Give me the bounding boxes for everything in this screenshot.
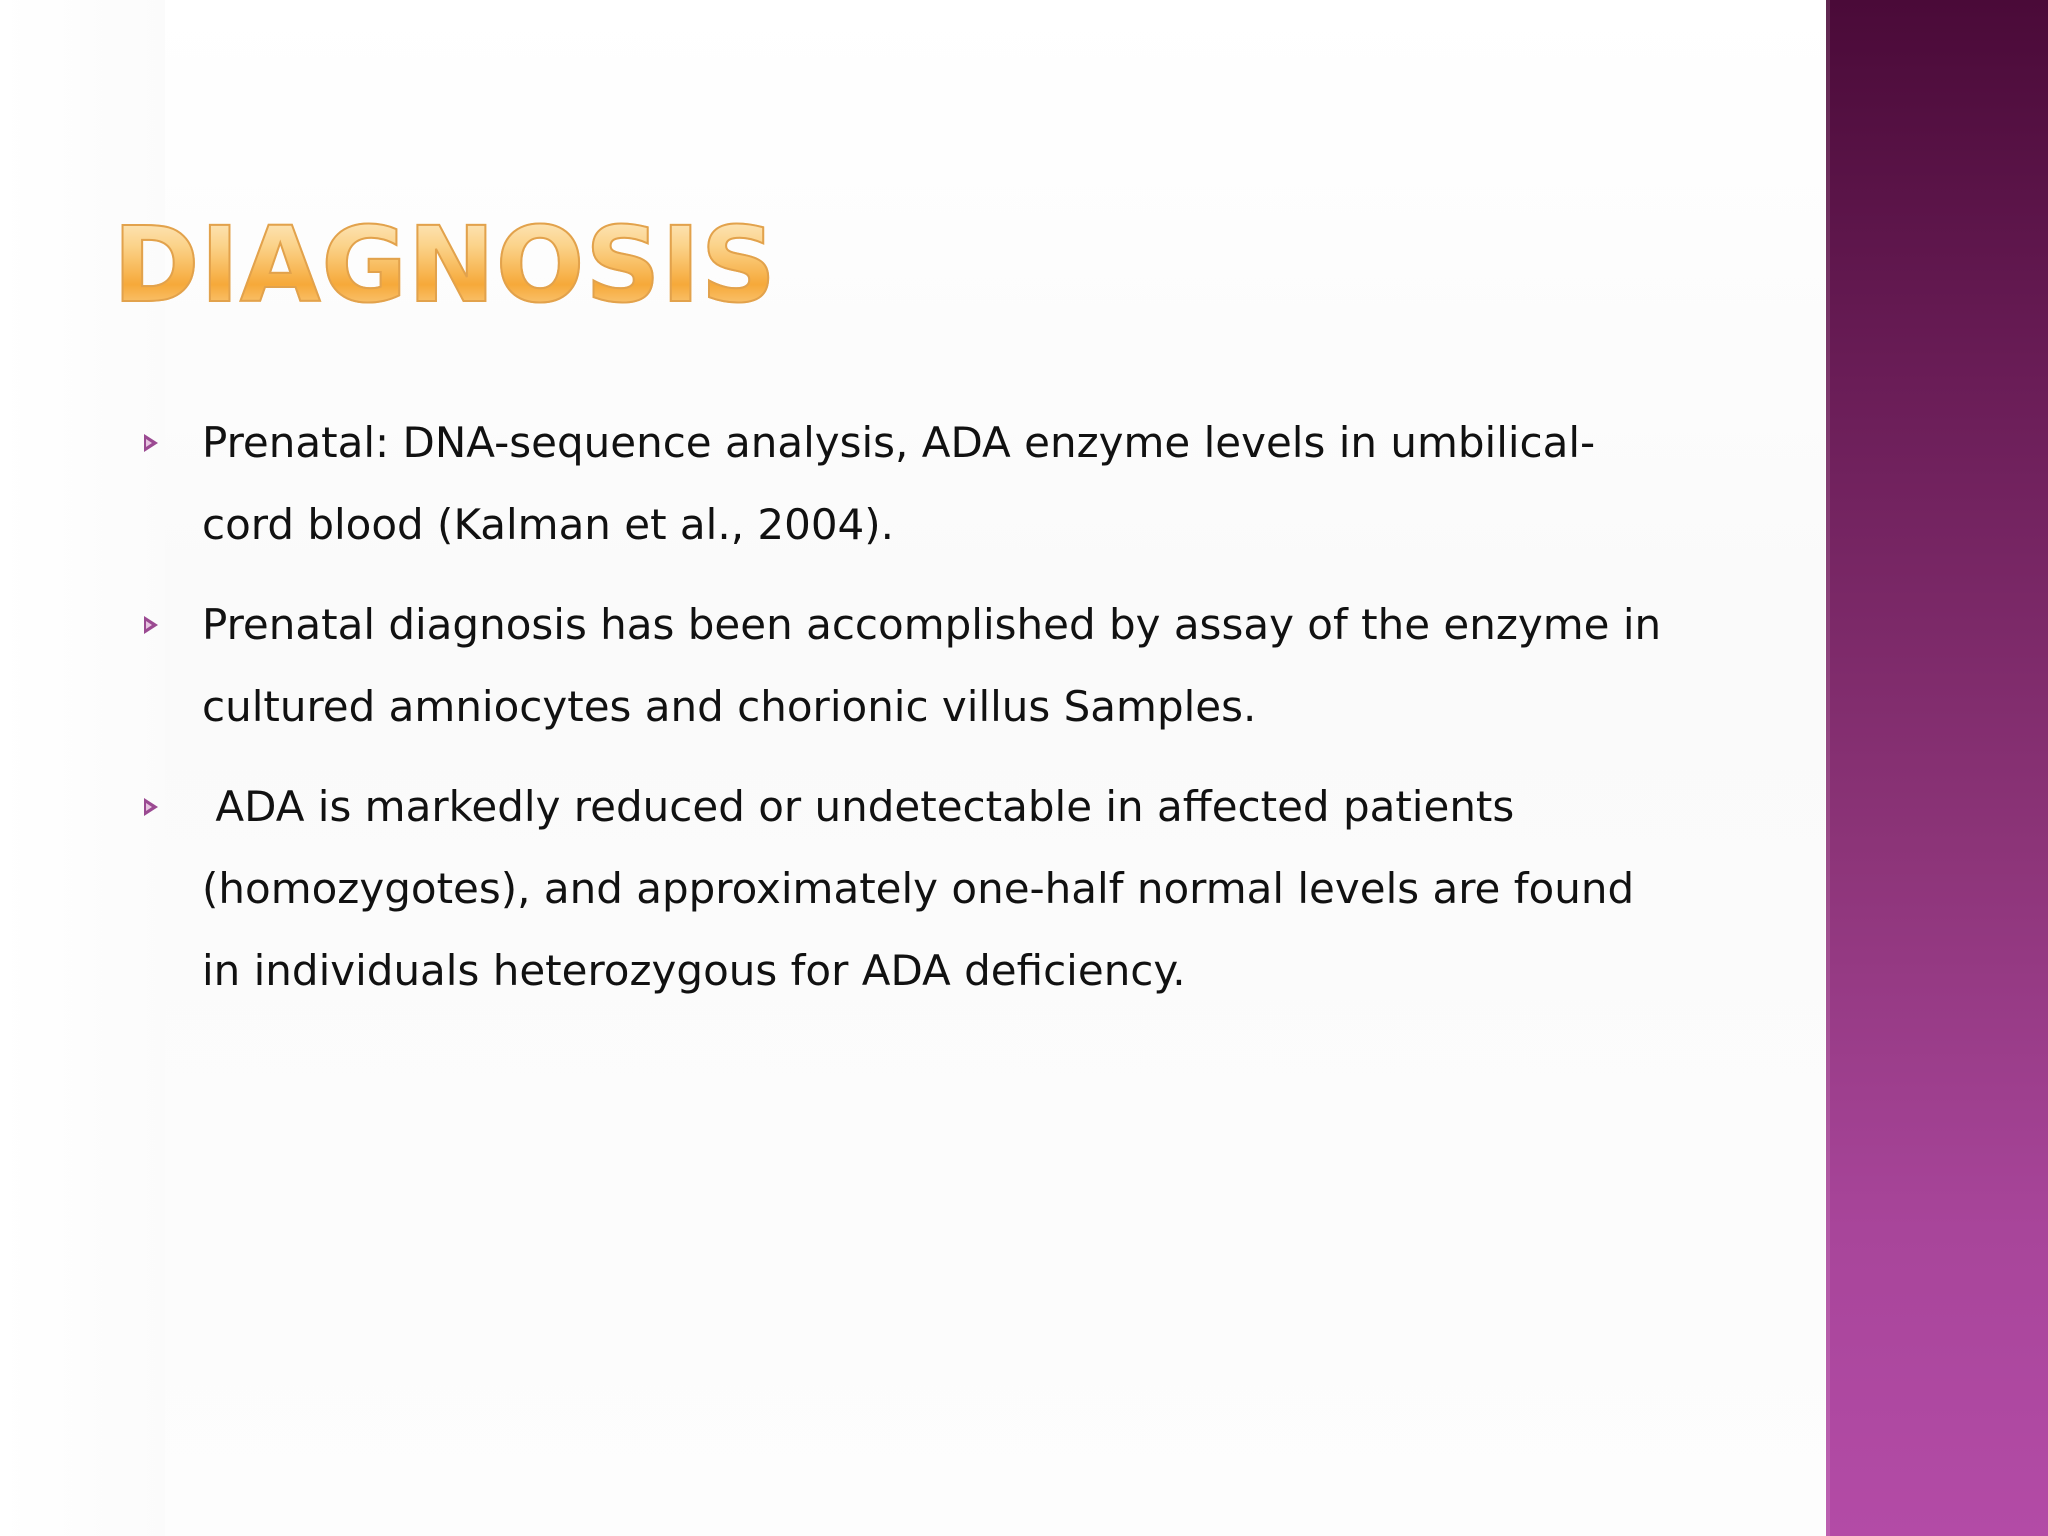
decorative-sidebar	[1826, 0, 2048, 1536]
bullet-list	[140, 402, 1680, 1030]
bullet-item-prenatal-dna	[140, 402, 1680, 566]
bullet-text: Prenatal: DNA-sequence analysis, ADA enzyme levels in umbilical-cord blood (Kalman et al., 2004).	[202, 418, 1596, 549]
bullet-text: ADA is markedly reduced or undetectable in affected patients (homozygotes), and approximately one-half normal levels are found in individuals heterozygous for ADA deficiency.	[202, 782, 1648, 995]
bullet-item-prenatal-assay	[140, 584, 1680, 748]
slide-title: DIAGNOSIS	[113, 200, 777, 330]
arrowhead-bullet-icon	[144, 616, 158, 634]
arrowhead-bullet-icon	[144, 434, 158, 452]
sidebar-edge	[1826, 0, 1830, 1536]
bullet-text: Prenatal diagnosis has been accomplished by assay of the enzyme in cultured amniocytes and chorionic villus Samples.	[202, 600, 1662, 731]
bullet-item-ada-levels	[140, 766, 1680, 1012]
arrowhead-bullet-icon	[144, 798, 158, 816]
